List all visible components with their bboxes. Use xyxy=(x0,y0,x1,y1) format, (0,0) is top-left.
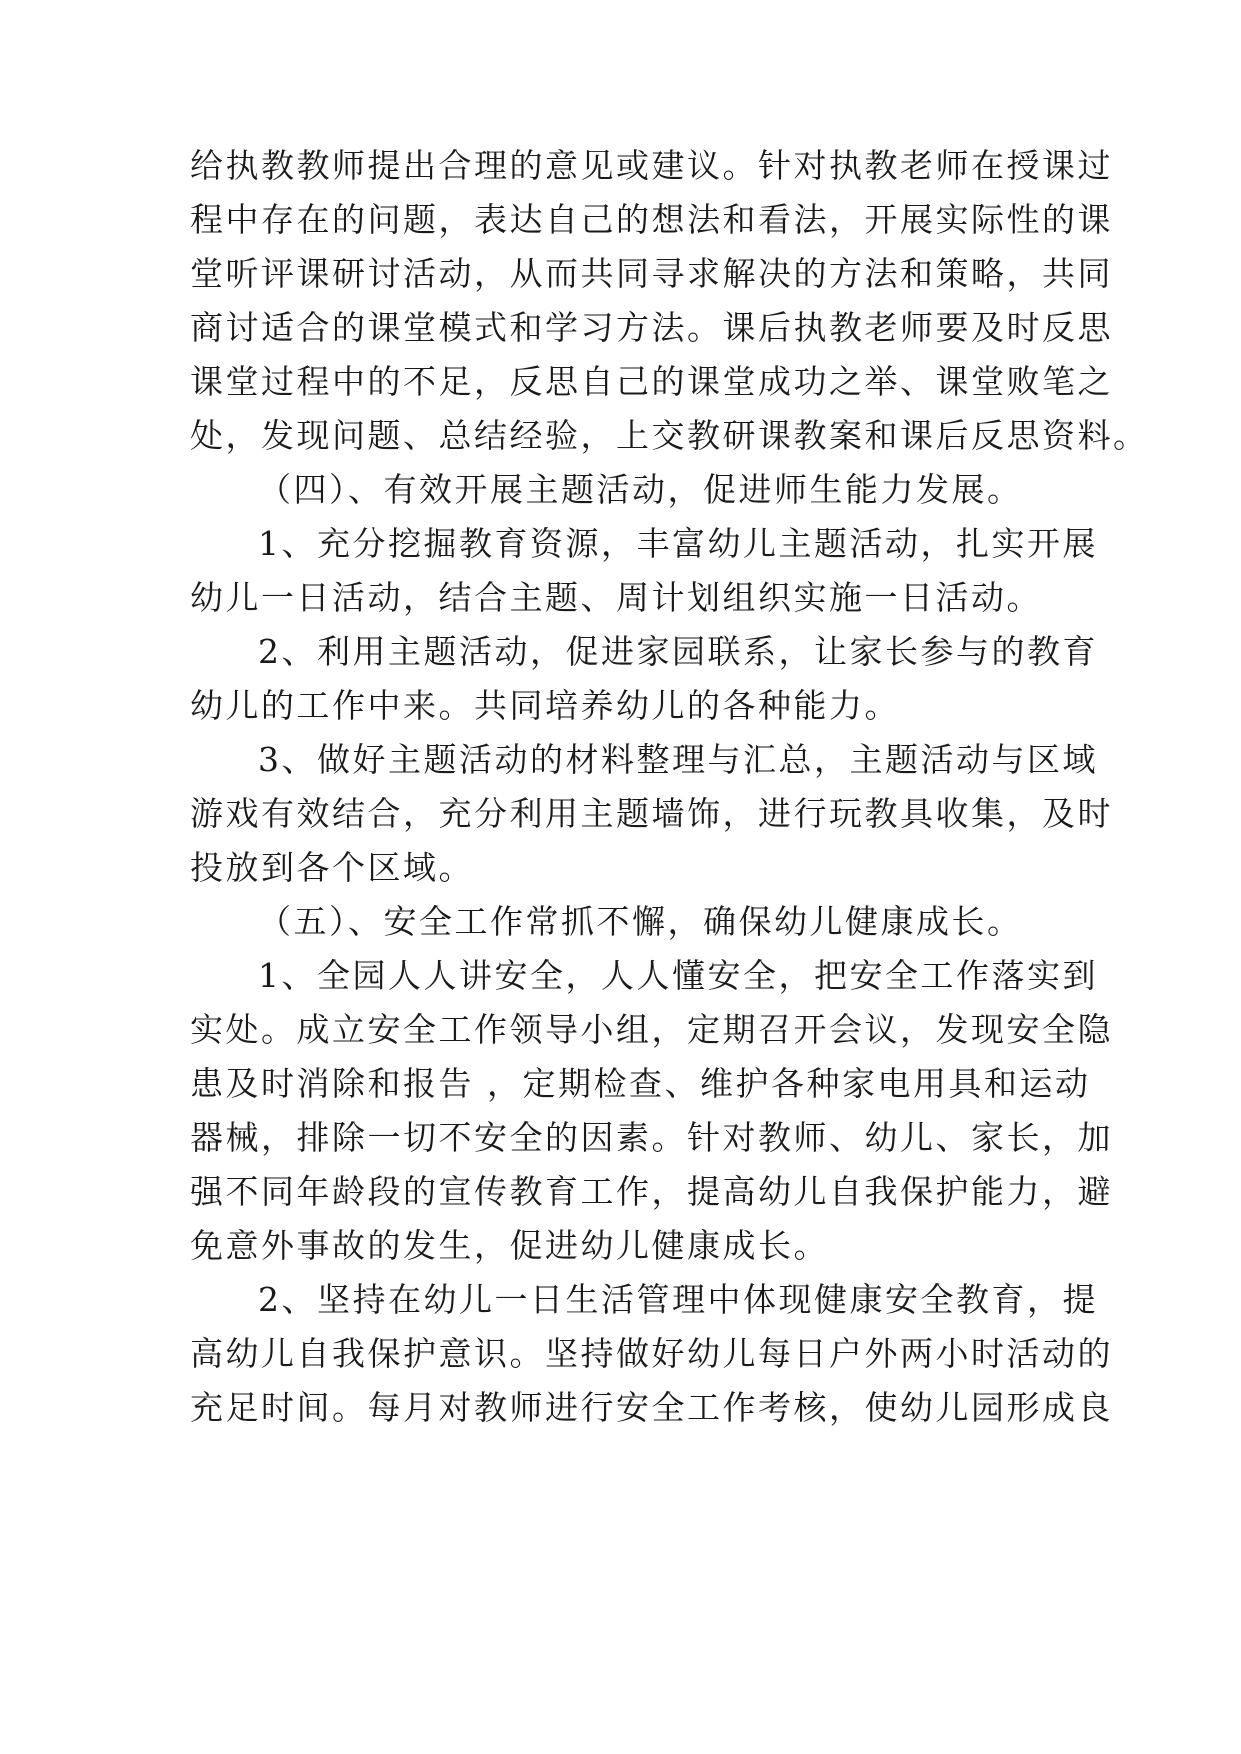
text-line: 堂听评课研讨活动，从而共同寻求解决的方法和策略，共同 xyxy=(190,254,1113,293)
list-item-start: 2、坚持在幼儿一日生活管理中体现健康安全教育，提 xyxy=(258,1280,1098,1319)
text-line: 投放到各个区域。 xyxy=(190,848,474,887)
text-line: 游戏有效结合，充分利用主题墙饰，进行玩教具收集，及时 xyxy=(190,794,1113,833)
text-line: 患及时消除和报告 ，定期检查、维护各种家电用具和运动 xyxy=(190,1064,1091,1103)
text-line: 程中存在的问题，表达自己的想法和看法，开展实际性的课 xyxy=(190,200,1113,239)
section-heading: （五）、安全工作常抓不懈，确保幼儿健康成长。 xyxy=(258,902,1023,941)
text-line: 给执教教师提出合理的意见或建议。针对执教老师在授课过 xyxy=(190,146,1113,185)
text-line: 课堂过程中的不足，反思自己的课堂成功之举、课堂败笔之 xyxy=(190,362,1113,401)
text-line: 幼儿的工作中来。共同培养幼儿的各种能力。 xyxy=(190,686,900,725)
list-item-start: 1、充分挖掘教育资源，丰富幼儿主题活动，扎实开展 xyxy=(258,524,1098,563)
list-item-start: 2、利用主题活动，促进家园联系，让家长参与的教育 xyxy=(258,632,1098,671)
text-line: 商讨适合的课堂模式和学习方法。课后执教老师要及时反思 xyxy=(190,308,1113,347)
list-item-start: 3、做好主题活动的材料整理与汇总，主题活动与区域 xyxy=(258,740,1098,779)
text-line: 实处。成立安全工作领导小组，定期召开会议，发现安全隐 xyxy=(190,1010,1113,1049)
text-line: 处，发现问题、总结经验，上交教研课教案和课后反思资料。 xyxy=(190,416,1149,455)
text-line: 强不同年龄段的宣传教育工作，提高幼儿自我保护能力，避 xyxy=(190,1172,1113,1211)
text-line: 器械，排除一切不安全的因素。针对教师、幼儿、家长，加 xyxy=(190,1118,1113,1157)
text-line: 充足时间。每月对教师进行安全工作考核，使幼儿园形成良 xyxy=(190,1388,1113,1427)
section-heading: （四）、有效开展主题活动，促进师生能力发展。 xyxy=(258,470,1023,509)
text-line: 高幼儿自我保护意识。坚持做好幼儿每日户外两小时活动的 xyxy=(190,1334,1113,1373)
text-line: 免意外事故的发生，促进幼儿健康成长。 xyxy=(190,1226,829,1265)
list-item-start: 1、全园人人讲安全，人人懂安全，把安全工作落实到 xyxy=(258,956,1098,995)
text-line: 幼儿一日活动，结合主题、周计划组织实施一日活动。 xyxy=(190,578,1042,617)
